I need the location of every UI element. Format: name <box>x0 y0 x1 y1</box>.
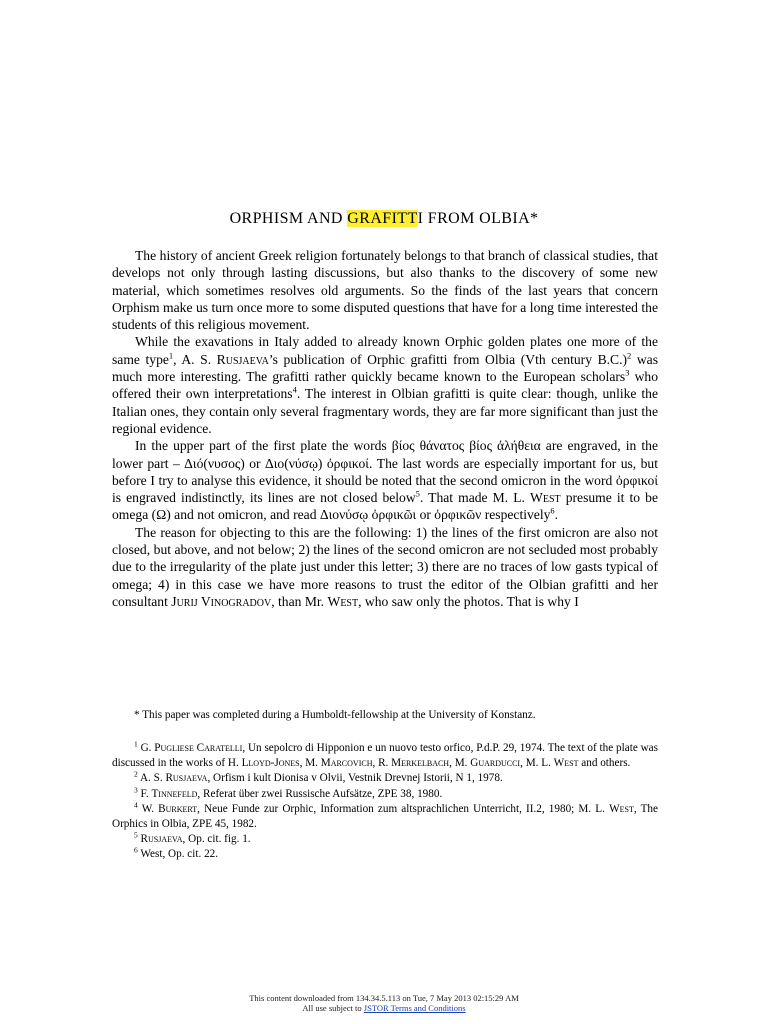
footnote-3: $^3$ F. Tinnefeld, Referat über zwei Russische Aufsätze, ZPE 38, 1980. <box>134 784 443 800</box>
author-name: West <box>327 593 359 609</box>
footnote-ref-3: 3 <box>625 367 630 378</box>
title-prefix: ORPHISM AND <box>229 210 348 227</box>
paragraph-3: In the upper part of the first plate the words βίος θάνατος βίος ἀλήθεια are engraved, in the lower part – Διό(νυσος) or Διο(νύσῳ) ὀρφικοί. The last words are especially important for us, but before I try to analyse this evidence, it should be noted that the second omicron in the word ὀρφικοί is engraved indistinctly, its lines are not closed below$^5$. That made M. L. West presume it to be omega (Ω) and not omicron, and read Διονύσῳ ὀρφικῶι or ὀρφικῶν respectively$^6$. <box>112 438 658 523</box>
jstor-terms-link[interactable]: JSTOR Terms and Conditions <box>363 1003 466 1013</box>
footnote-6: $^6$ West, Op. cit. 22. <box>134 845 219 861</box>
article-title <box>0 210 768 228</box>
author-name: West <box>530 490 561 506</box>
footnote-ref-4: 4 <box>292 384 297 395</box>
footnote-ref-6: 6 <box>550 505 555 516</box>
article-body <box>112 247 658 610</box>
footnote-ref-1: 1 <box>168 350 174 361</box>
footnote-4: $^4$ W. Burkert, Neue Funde zur Orphic, Information zum altsprachlichen Unterricht, II.2, 1980; M. L. West, The Orphics in Olbia, ZPE 45, 1982. <box>112 800 658 831</box>
jstor-footer <box>0 993 768 1013</box>
author-name: Rusjaeva <box>216 351 269 367</box>
download-notice: This content downloaded from 134.34.5.113 on Tue, 7 May 2013 02:15:29 AM <box>249 993 519 1003</box>
footnote-2: $^2$ A. S. Rusjaeva, Orfism i kult Dionisa v Olvii, Vestnik Drevnej Istorii, N 1, 1978. <box>134 769 503 785</box>
footnote-1: $^1$ G. Pugliese Caratelli, Un sepolcro di Hipponion e un nuovo testo orfico, P.d.P. 29, 1974. The text of the plate was discussed in the works of H. Lloyd-Jones, M. Marcovich, R. Merkelbach, M. Guarducci, M. L. West and others. <box>112 739 658 770</box>
title-highlighted-word[interactable]: GRAFITT <box>347 210 418 227</box>
paragraph-2: While the exavations in Italy added to already known Orphic golden plates one more of the same type$^1$, A. S. Rusjaeva’s publication of Orphic grafitti from Olbia (Vth century B.C.)$^2$ was much more interesting. The grafitti rather quickly became known to the European scholars$^3$ who offered their own interpretations$^4$. The interest in Olbian grafitti is quite clear: though, unlike the Italian ones, they contain only several fragmentary words, they are far more significant than just the regional evidence. <box>112 334 658 436</box>
star-footnote: * This paper was completed during a Humboldt-fellowship at the University of Konstanz. <box>134 709 536 721</box>
paragraph-1: The history of ancient Greek religion fortunately belongs to that branch of classical studies, that develops not only through lasting discussions, but also thanks to the discovery of some new material, which sometimes resolves old arguments. So the finds of the last years that concern Orphism make us turn once more to some disputed questions that have for a long time interested the students of this religious movement. <box>112 248 658 333</box>
author-name: Jurij Vinogradov <box>171 593 272 609</box>
footnote-ref-2: 2 <box>627 350 632 361</box>
paragraph-4: The reason for objecting to this are the following: 1) the lines of the first omicron are also not closed, but above, and not below; 2) the lines of the second omicron are not secluded most probably due to the irregularity of the plate just under this letter; 3) there are no traces of low gasts typical of omega; 4) in this case we have more reasons to trust the editor of the Olbian grafitti and her consultant Jurij Vinogradov, than Mr. West, who saw only the photos. That is why I <box>112 524 658 609</box>
terms-line: All use subject to JSTOR Terms and Conditions <box>302 1003 466 1013</box>
footnote-ref-5: 5 <box>415 488 420 499</box>
footnote-5: $^5$ Rusjaeva, Op. cit. fig. 1. <box>134 830 251 846</box>
footnotes <box>112 741 658 863</box>
title-suffix: I FROM OLBIA* <box>417 210 539 227</box>
